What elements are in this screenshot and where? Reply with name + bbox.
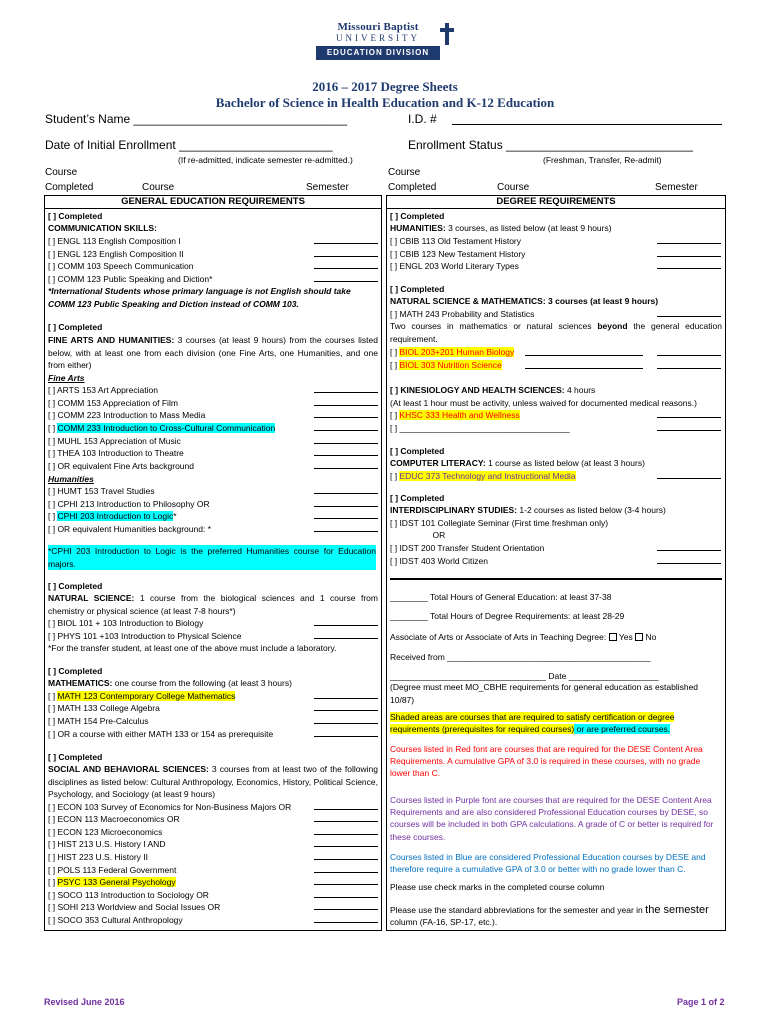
math-item-3[interactable]: [ ] MATH 154 Pre-Calculus [48, 716, 149, 726]
enrollment-status-field[interactable]: Enrollment Status ____________________________ [408, 138, 693, 152]
semester-line[interactable] [314, 455, 378, 456]
general-education-header: GENERAL EDUCATION REQUIREMENTS [45, 196, 381, 209]
semester-line[interactable] [657, 256, 721, 257]
nsm-item-1[interactable]: [ ] MATH 243 Probability and Statistics [390, 309, 535, 319]
cross-icon [440, 23, 454, 45]
fine-desc-text: 3 courses (at least 9 hours) from the courses listed below, with at least one from each division (one Fine Arts, one Humanities, and one from either) [48, 335, 378, 371]
red-note: Courses listed in Red font are courses that are required for the DESE Content Area Requirements. A cumulative GPA of 3.0 is required in these courses, with no grade lower than C. [390, 744, 703, 779]
comp-title: COMPUTER LITERACY: [390, 458, 486, 468]
fa-item-7[interactable]: [ ] OR equivalent Fine Arts background [48, 461, 194, 471]
r-hum-item-3[interactable]: [ ] ENGL 203 World Literary Types [390, 261, 519, 271]
fine-description [48, 334, 378, 372]
checkmark-note: Please use check marks in the completed course column [390, 882, 605, 892]
kin-item-2[interactable]: [ ] ____________________________________ [390, 423, 570, 433]
associate-degree-row [390, 631, 656, 644]
yes-label: Yes [618, 632, 633, 642]
fa-item-2[interactable]: [ ] COMM 153 Appreciation of Film [48, 398, 178, 408]
inter-or: OR [390, 530, 446, 540]
soc-item-7-highlight: PSYC 133 General Psychology [57, 877, 176, 887]
semester-line[interactable] [314, 922, 378, 923]
semester-line[interactable] [314, 405, 378, 406]
r-hum-item-1[interactable]: [ ] CBIB 113 Old Testament History [390, 236, 522, 246]
left-col-semester: Semester [306, 182, 349, 193]
semester-line[interactable] [314, 243, 378, 244]
course-line[interactable] [525, 355, 643, 356]
semester-line[interactable] [657, 268, 721, 269]
revised-date: Revised June 2016 [44, 997, 125, 1007]
section-divider [390, 578, 722, 580]
comp-item-1-highlight: EDUC 373 Technology and Instructional Media [399, 471, 576, 481]
kin-item-1[interactable]: [ ] KHSC 333 Health and Wellness [390, 410, 520, 420]
no-label: No [645, 632, 657, 642]
r-hum-completed-checkbox[interactable]: [ ] Completed [390, 211, 445, 221]
fine-title: FINE ARTS AND HUMANITIES: [48, 335, 175, 345]
comm-title: COMMUNICATION SKILLS: [48, 223, 157, 233]
yes-checkbox-icon[interactable] [609, 633, 617, 641]
right-col-semester: Semester [655, 182, 698, 193]
comm-item-1[interactable]: [ ] ENGL 113 English Composition I [48, 236, 181, 246]
semester-line[interactable] [314, 506, 378, 507]
soc-item-3[interactable]: [ ] ECON 123 Microeconomics [48, 827, 163, 837]
semester-line[interactable] [314, 846, 378, 847]
soc-item-8[interactable]: [ ] SOCO 113 Introduction to Sociology OR [48, 890, 209, 900]
inter-description [390, 504, 666, 517]
right-col-completed: Completed [388, 182, 437, 193]
received-from-field[interactable]: Received from ___________________________________________ [390, 652, 651, 662]
math-item-1-highlight: MATH 123 Contemporary College Mathematics [57, 691, 236, 701]
semester-line[interactable] [314, 821, 378, 822]
semester-line[interactable] [314, 638, 378, 639]
nsm-item-2-highlight: BIOL 203+201 Human Biology [399, 347, 515, 357]
semester-line[interactable] [314, 872, 378, 873]
kin-hours: 4 hours [564, 385, 596, 395]
semester-line[interactable] [314, 443, 378, 444]
no-checkbox-icon[interactable] [635, 633, 643, 641]
kin-title: [ ] KINESIOLOGY AND HEALTH SCIENCES: [390, 385, 565, 395]
blue-note: Courses listed in Blue are considered Professional Education courses by DESE and therefore require a cumulative GPA of 3.0 or better with no grade lower than C. [390, 852, 706, 875]
fa-item-4[interactable]: [ ] COMM 233 Introduction to Cross-Cultural Communication [48, 423, 276, 433]
inter-desc-text: 1-2 courses as listed below (3-4 hours) [517, 505, 666, 515]
math-title: MATHEMATICS: [48, 678, 113, 688]
nat-item-2[interactable]: [ ] PHYS 101 +103 Introduction to Physical Science [48, 631, 242, 641]
soc-item-10[interactable]: [ ] SOCO 353 Cultural Anthropology [48, 915, 183, 925]
nsm-desc-c: the general education requirement. [390, 321, 722, 344]
math-item-4[interactable]: [ ] OR a course with either MATH 133 or 154 as prerequisite [48, 729, 274, 739]
fa-item-1[interactable]: [ ] ARTS 153 Art Appreciation [48, 385, 158, 395]
semester-line[interactable] [657, 368, 721, 369]
shaded-note-b: or are preferred courses. [574, 724, 671, 735]
semester-line[interactable] [314, 268, 378, 269]
kin-note: (At least 1 hour must be activity, unless waived for documented medical reasons.) [390, 398, 697, 408]
semester-line[interactable] [657, 355, 721, 356]
soc-item-6[interactable]: [ ] POLS 113 Federal Government [48, 865, 177, 875]
semester-line[interactable] [314, 710, 378, 711]
soc-completed-checkbox[interactable]: [ ] Completed [48, 752, 103, 762]
nat-description [48, 592, 378, 617]
nsm-desc-b: beyond [597, 321, 628, 331]
student-name-field[interactable]: Student’s Name ________________________________ [45, 112, 348, 126]
nat-item-1[interactable]: [ ] BIOL 101 + 103 Introduction to Biology [48, 618, 204, 628]
semester-line[interactable] [314, 256, 378, 257]
soc-item-1[interactable]: [ ] ECON 103 Survey of Economics for Non-Business Majors OR [48, 802, 292, 812]
semester-line[interactable] [314, 859, 378, 860]
logo-line-3: EDUCATION DIVISION [316, 46, 440, 60]
semester-line[interactable] [657, 430, 721, 431]
soc-description [48, 763, 378, 801]
page-number: Page 1 of 2 [677, 997, 725, 1007]
comp-item-1[interactable]: [ ] EDUC 373 Technology and Instructional Media [390, 471, 576, 481]
semester-line[interactable] [657, 563, 721, 564]
title-line-1: 2016 – 2017 Degree Sheets [312, 79, 458, 94]
date-field[interactable]: _________________________________ Date ___________________ [390, 671, 659, 681]
soc-item-4[interactable]: [ ] HIST 213 U.S. History I AND [48, 839, 166, 849]
kin-item-1-highlight: KHSC 333 Health and Wellness [399, 410, 520, 420]
semester-line[interactable] [314, 723, 378, 724]
course-line[interactable] [525, 368, 643, 369]
inter-completed-checkbox[interactable]: [ ] Completed [390, 493, 445, 503]
fa-item-4-highlight: COMM 233 Introduction to Cross-Cultural Communication [57, 423, 276, 433]
r-hum-title: HUMANITIES: [390, 223, 446, 233]
right-col-course: Course [388, 167, 421, 178]
left-col-completed: Completed [45, 182, 94, 193]
hum-item-2[interactable]: [ ] CPHI 213 Introduction to Philosophy OR [48, 499, 210, 509]
inter-title: INTERDISCIPLINARY STUDIES: [390, 505, 518, 515]
fine-arts-label: Fine Arts [48, 373, 85, 383]
student-id-label: I.D. # [408, 112, 437, 126]
total-gen-ed[interactable]: ________ Total Hours of General Education: at least 37-38 [390, 592, 612, 602]
status-note: (Freshman, Transfer, Re-admit) [543, 155, 662, 165]
purple-note: Courses listed in Purple font are courses that are required for the DESE Content Area Requirements and are also considered Professional Education courses by DESE, so courses will be included in both GPA calculations. A grade of C or better is required for these courses. [390, 795, 714, 842]
comm-note-2: COMM 123 Public Speaking and Diction instead of COMM 103. [48, 299, 299, 309]
comm-completed-checkbox[interactable]: [ ] Completed [48, 211, 103, 221]
math-desc-text: one course from the following (at least 3 hours) [112, 678, 292, 688]
comp-completed-checkbox[interactable]: [ ] Completed [390, 446, 445, 456]
semester-line[interactable] [314, 417, 378, 418]
semester-line[interactable] [314, 493, 378, 494]
semester-line[interactable] [314, 884, 378, 885]
comm-item-2[interactable]: [ ] ENGL 123 English Composition II [48, 249, 184, 259]
soc-title: SOCIAL AND BEHAVIORAL SCIENCES: [48, 764, 209, 774]
semester-line[interactable] [314, 698, 378, 699]
semester-line[interactable] [657, 417, 721, 418]
semester-line[interactable] [314, 625, 378, 626]
shaded-note [390, 711, 722, 735]
nat-completed-checkbox[interactable]: [ ] Completed [48, 581, 103, 591]
semester-line[interactable] [314, 531, 378, 532]
semester-line[interactable] [314, 430, 378, 431]
left-col-course2: Course [142, 182, 175, 193]
fa-item-6[interactable]: [ ] THEA 103 Introduction to Theatre [48, 448, 184, 458]
semester-line[interactable] [314, 281, 378, 282]
nsm-description [390, 320, 722, 345]
logo-line-1: Missouri Baptist [337, 21, 419, 33]
abbr-note-a: Please use the standard abbreviations for the semester and year in [390, 905, 646, 915]
comm-note-1: *International Students whose primary language is not English should take [48, 286, 351, 296]
semester-line[interactable] [314, 834, 378, 835]
cphi-note: *CPHI 203 Introduction to Logic is the preferred Humanities course for Education majors. [48, 546, 376, 569]
math-completed-checkbox[interactable]: [ ] Completed [48, 666, 103, 676]
math-item-2[interactable]: [ ] MATH 133 College Algebra [48, 703, 160, 713]
hum-item-4[interactable]: [ ] OR equivalent Humanities background: * [48, 524, 212, 534]
inter-item-2[interactable]: [ ] IDST 200 Transfer Student Orientation [390, 543, 545, 553]
nsm-item-3-highlight: BIOL 303 Nutrition Science [399, 360, 502, 370]
readmit-note: (If re-admitted, indicate semester re-admitted.) [178, 155, 353, 165]
semester-line[interactable] [657, 316, 721, 317]
humanities-label: Humanities [48, 474, 94, 484]
inter-item-3[interactable]: [ ] IDST 403 World Citizen [390, 556, 488, 566]
nsm-item-3[interactable]: [ ] BIOL 303 Nutrition Science [390, 360, 502, 370]
fa-item-5[interactable]: [ ] MUHL 153 Appreciation of Music [48, 436, 181, 446]
degree-requirements-header: DEGREE REQUIREMENTS [387, 196, 725, 209]
semester-line[interactable] [314, 468, 378, 469]
mo-cbhe-note: (Degree must meet MO_CBHE requirements for general education as established 10/87) [390, 682, 699, 705]
abbr-note-c: column (FA-16, SP-17, etc.). [390, 917, 498, 928]
semester-line[interactable] [314, 392, 378, 393]
shaded-note-a: Shaded areas are courses that are required to satisfy certification or degree requirements (prerequisites for required courses) [390, 712, 675, 735]
nsm-completed-checkbox[interactable]: [ ] Completed [390, 284, 445, 294]
semester-line[interactable] [314, 518, 378, 519]
comm-item-4[interactable]: [ ] COMM 123 Public Speaking and Diction* [48, 274, 213, 284]
left-col-course: Course [45, 167, 78, 178]
soc-item-9[interactable]: [ ] SOHI 213 Worldview and Social Issues OR [48, 902, 221, 912]
right-col-course2: Course [497, 182, 530, 193]
nsm-item-2[interactable]: [ ] BIOL 203+201 Human Biology [390, 347, 515, 357]
semester-line[interactable] [314, 809, 378, 810]
hum-item-3[interactable]: [ ] CPHI 203 Introduction to Logic* [48, 511, 177, 521]
abbr-note-b: the semester [645, 904, 709, 916]
soc-desc-text: 3 courses from at least two of the following disciplines as listed below: Cultural Anthropology, Economics, History, Political Science, Psychology, and Sociology (at least 9 hours) [48, 764, 379, 800]
semester-line[interactable] [314, 897, 378, 898]
fine-completed-checkbox[interactable]: [ ] Completed [48, 322, 103, 332]
soc-item-7[interactable]: [ ] PSYC 133 General Psychology [48, 877, 176, 887]
math-description [48, 677, 292, 690]
comp-description [390, 457, 645, 470]
nsm-title: NATURAL SCIENCE & MATHEMATICS: 3 courses (at least 9 hours) [390, 296, 659, 306]
semester-line[interactable] [657, 478, 721, 479]
university-logo [316, 21, 456, 59]
associate-label: Associate of Arts or Associate of Arts in Teaching Degree: [390, 632, 607, 642]
nat-note: *For the transfer student, at least one of the above must include a laboratory. [48, 643, 337, 653]
student-id-line[interactable] [452, 124, 722, 125]
r-hum-item-2[interactable]: [ ] CBIB 123 New Testament History [390, 249, 526, 259]
semester-line[interactable] [314, 736, 378, 737]
nsm-desc-a: Two courses in mathematics or natural sciences [390, 321, 598, 331]
r-hum-description [390, 222, 612, 235]
soc-item-2[interactable]: [ ] ECON 113 Macroeconomics OR [48, 814, 180, 824]
semester-line[interactable] [314, 909, 378, 910]
math-item-1[interactable]: [ ] MATH 123 Contemporary College Mathematics [48, 691, 236, 701]
kin-description[interactable] [390, 384, 595, 397]
abbreviation-note [390, 904, 722, 928]
title-line-2: Bachelor of Science in Health Education and K-12 Education [215, 95, 555, 110]
nat-title: NATURAL SCIENCE: [48, 593, 135, 603]
r-hum-desc-text: 3 courses, as listed below (at least 9 hours) [445, 223, 612, 233]
nat-desc-text: 1 course from the biological sciences and 1 course from chemistry or physical science (at least 7-8 hours*) [48, 593, 378, 616]
hum-item-3-highlight: CPHI 203 Introduction to Logic [57, 511, 174, 521]
inter-item-1[interactable]: [ ] IDST 101 Collegiate Seminar (First time freshman only) [390, 518, 609, 528]
comm-item-3[interactable]: [ ] COMM 103 Speech Communication [48, 261, 194, 271]
fa-item-3[interactable]: [ ] COMM 223 Introduction to Mass Media [48, 410, 206, 420]
semester-line[interactable] [657, 550, 721, 551]
enrollment-date-field[interactable]: Date of Initial Enrollment _______________________ [45, 138, 333, 152]
logo-line-2: UNIVERSITY [336, 33, 420, 43]
total-degree[interactable]: ________ Total Hours of Degree Requirements: at least 28-29 [390, 611, 625, 621]
comp-desc-text: 1 course as listed below (at least 3 hours) [485, 458, 645, 468]
semester-line[interactable] [657, 243, 721, 244]
hum-item-1[interactable]: [ ] HUMT 153 Travel Studies [48, 486, 155, 496]
soc-item-5[interactable]: [ ] HIST 223 U.S. History II [48, 852, 148, 862]
